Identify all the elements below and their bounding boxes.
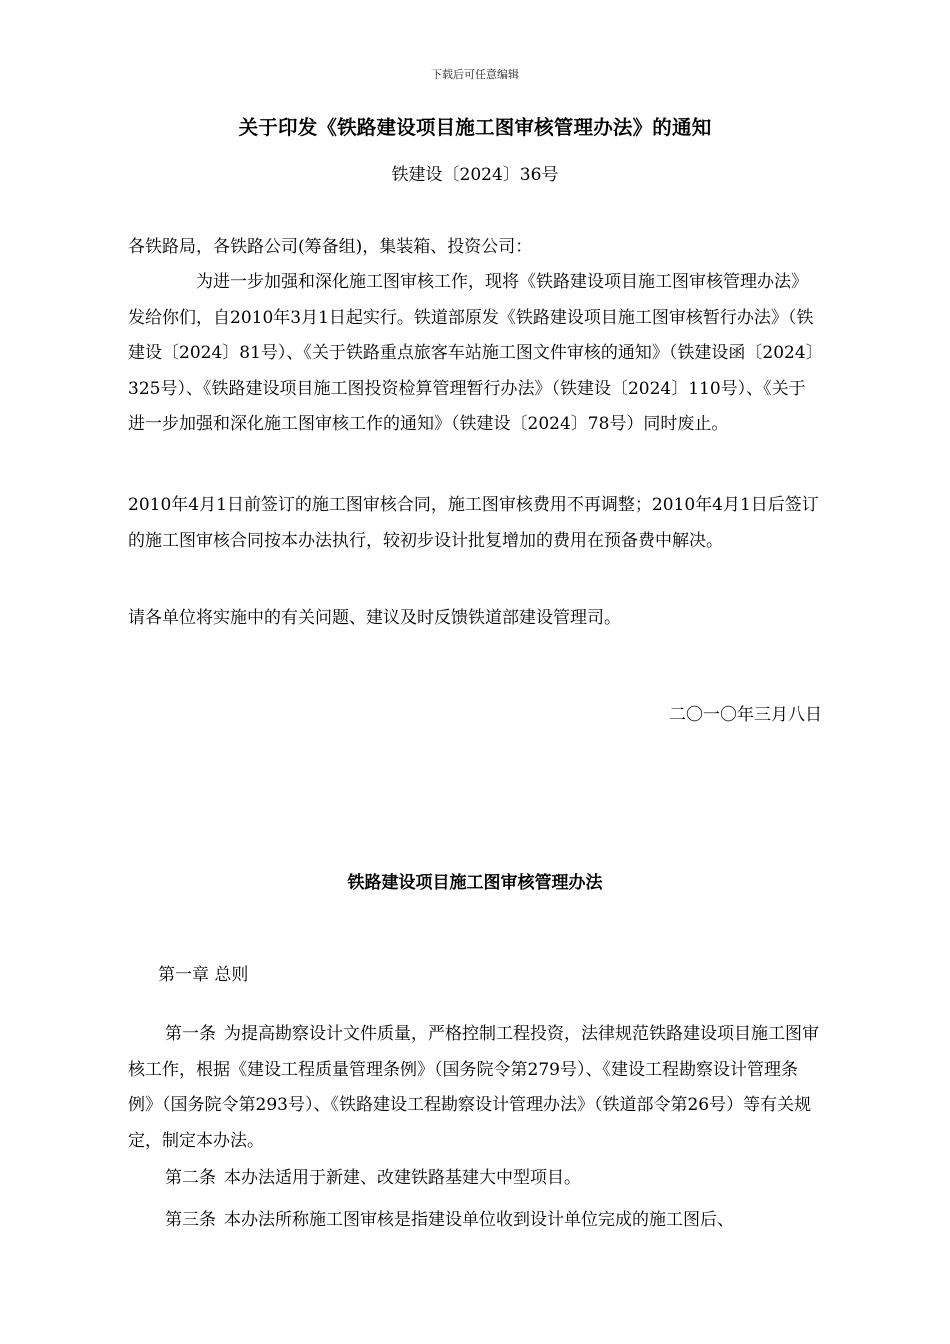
article-3-label: 第三条 [165,1210,216,1230]
chapter-heading: 第一章 总则 [158,965,249,985]
addressee-line: 各铁路局，各铁路公司(筹备组)，集装箱、投资公司： [128,237,533,257]
notice-paragraph-2: 2010年4月1日前签订的施工图审核合同，施工图审核费用不再调整；2010年4月1日后签订的施工图审核合同按本办法执行，较初步设计批复增加的费用在预备费中解决。 [128,495,819,551]
notice-paragraph-1: 为进一步加强和深化施工图审核工作，现将《铁路建设项目施工图审核管理办法》发给你们，自2010年3月1日起实行。铁道部原发《铁路建设项目施工图审核暂行办法》（铁建设〔2024〕81号）、《关于铁路重点旅客车站施工图文件审核的通知》（铁建设函〔2024〕325号）、《铁路建设项目施工图投资检算管理暂行办法》（铁建设〔2024〕110号）、《关于进一步加强和深化施工图审核工作的通知》（铁建设〔2024〕78号）同时废止。 [128,272,815,434]
article-2 [128,1161,822,1197]
article-2-label: 第二条 [165,1168,216,1188]
measures-title: 铁路建设项目施工图审核管理办法 [347,873,603,893]
notice-title: 关于印发《铁路建设项目施工图审核管理办法》的通知 [238,116,712,139]
article-2-text: 本办法适用于新建、改建铁路基建大中型项目。 [224,1168,581,1188]
article-3-text: 本办法所称施工图审核是指建设单位收到设计单位完成的施工图后、 [224,1210,734,1230]
article-1-label: 第一条 [165,1024,216,1044]
article-3 [128,1203,822,1239]
article-1-text: 为提高勘察设计文件质量，严格控制工程投资，法律规范铁路建设项目施工图审核工作，根据《建设工程质量管理条例》（国务院令第279号）、《建设工程勘察设计管理条例》（国务院令第293号）、《铁路建设工程勘察设计管理办法》（铁道部令第26号）等有关规定，制定本办法。 [128,1024,819,1151]
header-note: 下载后可任意编辑 [431,68,519,81]
document-number: 铁建设〔2024〕36号 [391,165,559,185]
notice-paragraph-3: 请各单位将实施中的有关问题、建议及时反馈铁道部建设管理司。 [128,608,621,628]
article-1 [128,1017,822,1159]
issue-date: 二〇一〇年三月八日 [669,705,822,725]
